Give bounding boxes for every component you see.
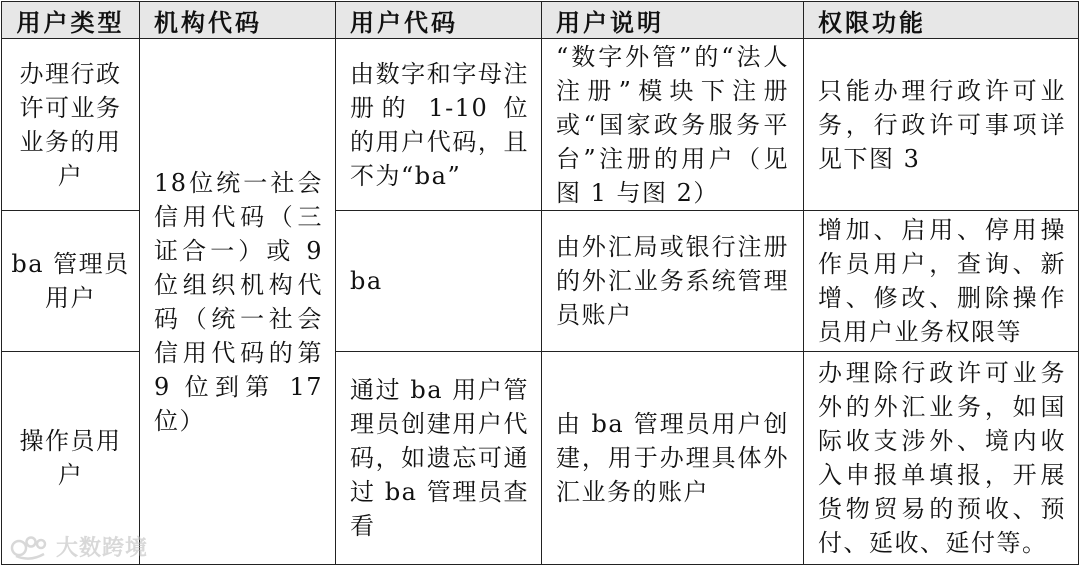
cell-permissions: 只能办理行政许可业务，行政许可事项详见下图 3 — [804, 39, 1079, 211]
header-user-type: 用户类型 — [2, 2, 140, 39]
cell-user-code: 由数字和字母注册的 1-10 位的用户代码，且不为“ba” — [336, 39, 542, 211]
cell-permissions: 增加、启用、停用操作员用户，查询、新增、修改、删除操作员用户业务权限等 — [804, 211, 1079, 352]
brand-logo-icon-svg — [10, 534, 50, 560]
cell-user-desc: “数字外管”的“法人注册”模块下注册或“国家政务服务平台”注册的用户（见图 1 与图 2） — [542, 39, 804, 211]
cell-org-code-merged: 18位统一社会信用代码（三证合一）或 9 位组织机构代码（统一社会信用代码的第 9 位到第 17 位） — [140, 39, 336, 565]
header-user-desc: 用户说明 — [542, 2, 804, 39]
brand-logo-icon — [10, 534, 50, 560]
watermark — [10, 531, 148, 562]
user-type-table — [1, 1, 1079, 565]
header-org-code: 机构代码 — [140, 2, 336, 39]
header-row — [2, 2, 1079, 39]
cell-user-code: 通过 ba 用户管理员创建用户代码，如遗忘可通过 ba 管理员查看 — [336, 352, 542, 565]
header-user-code: 用户代码 — [336, 2, 542, 39]
cell-user-desc: 由外汇局或银行注册的外汇业务系统管理员账户 — [542, 211, 804, 352]
cell-user-code: ba — [336, 211, 542, 352]
table-row — [2, 39, 1079, 211]
cell-permissions: 办理除行政许可业务外的外汇业务，如国际收支涉外、境内收入申报单填报，开展货物贸易的预收、预付、延收、延付等。 — [804, 352, 1079, 565]
watermark-text: 大数跨境 — [56, 536, 149, 561]
cell-user-type: 操作员用户 — [2, 352, 140, 565]
cell-user-type: 办理行政许可业务业务的用户 — [2, 39, 140, 211]
header-permissions: 权限功能 — [804, 2, 1079, 39]
cell-user-type: ba 管理员用户 — [2, 211, 140, 352]
cell-user-desc: 由 ba 管理员用户创建，用于办理具体外汇业务的账户 — [542, 352, 804, 565]
